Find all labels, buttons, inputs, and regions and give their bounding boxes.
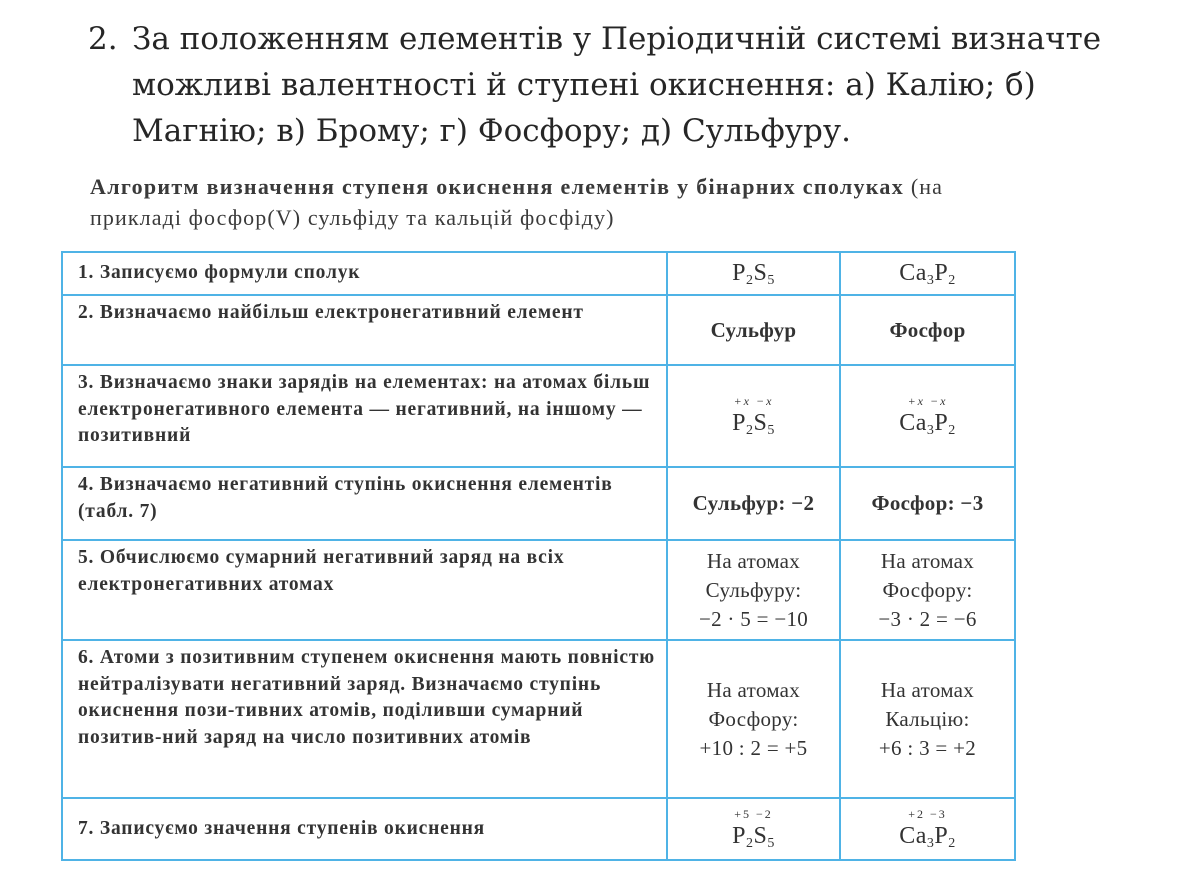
- value-line: Сульфуру:: [705, 577, 802, 602]
- algorithm-table: [61, 251, 1016, 861]
- value-cell: Фосфор: −3: [840, 467, 1015, 540]
- table-row: [62, 798, 1015, 860]
- table-row: [62, 252, 1015, 295]
- formula-cell-p2s5: [667, 252, 840, 295]
- step-cell: 3. Визначаємо знаки зарядів на елементах: на атомах більш електронегативного елемента — негативний, на іншому — позитивний: [62, 365, 667, 467]
- value-line: Фосфору:: [708, 706, 799, 731]
- step-cell: 7. Записуємо значення ступенів окиснення: [62, 798, 667, 860]
- table-row: [62, 540, 1015, 640]
- task-text: За положенням елементів у Періодичній системі визначте можливі валентності й ступені окиснення: а) Калію; б) Магнію; в) Брому; г) Фосфору; д) Сульфуру.: [132, 21, 1102, 149]
- task-statement: [88, 16, 1148, 154]
- formula-cell-charges: [840, 365, 1015, 467]
- charge-signs: +x −x: [733, 394, 774, 408]
- value-cell: [667, 640, 840, 798]
- value-line: На атомах: [706, 677, 801, 702]
- value-line: На атомах: [880, 548, 975, 573]
- step-cell: 5. Обчислюємо сумарний негативний заряд на всіх електронегативних атомах: [62, 540, 667, 640]
- caption-normal: (на прикладі фосфор(V) сульфіду та кальцій фосфіду): [90, 174, 943, 230]
- formula: $Ca_3P_2$: [899, 823, 956, 851]
- formula-cell-ca3p2: [840, 252, 1015, 295]
- formula: $Ca_3P_2$: [899, 260, 956, 288]
- value-line: −2 · 5 = −10: [698, 606, 809, 631]
- step-cell: 2. Визначаємо найбільш електронегативний елемент: [62, 295, 667, 365]
- caption-bold: Алгоритм визначення ступеня окиснення елементів у бінарних сполуках: [90, 174, 905, 199]
- formula: $P_2S_5$: [732, 410, 775, 438]
- value-cell: [840, 540, 1015, 640]
- value-line: +10 : 2 = +5: [699, 735, 808, 760]
- value-line: На атомах: [706, 548, 801, 573]
- formula-cell-charges: [840, 798, 1015, 860]
- formula-cell-charges: [667, 798, 840, 860]
- value-cell: Фосфор: [840, 295, 1015, 365]
- step-cell: 4. Визначаємо негативний ступінь окиснення елементів (табл. 7): [62, 467, 667, 540]
- formula-cell-charges: [667, 365, 840, 467]
- value-cell: Сульфур: −2: [667, 467, 840, 540]
- oxidation-states: +5 −2: [734, 807, 773, 821]
- table-row: [62, 365, 1015, 467]
- step-cell: 6. Атоми з позитивним ступенем окиснення мають повністю нейтралізувати негативний заряд. Визначаємо ступінь окиснення пози-тивних атомів, поділивши сумарний позитив-ний заряд на число позитивних атомів: [62, 640, 667, 798]
- value-cell: Сульфур: [667, 295, 840, 365]
- table-row: [62, 295, 1015, 365]
- value-line: +6 : 3 = +2: [878, 735, 977, 760]
- task-number: 2.: [88, 21, 118, 57]
- table-row: [62, 467, 1015, 540]
- value-line: На атомах: [880, 677, 975, 702]
- oxidation-states: +2 −3: [908, 807, 947, 821]
- formula: $P_2S_5$: [732, 823, 775, 851]
- value-line: Фосфору:: [882, 577, 973, 602]
- value-line: −3 · 2 = −6: [878, 606, 977, 631]
- table-caption: [90, 171, 1010, 233]
- value-line: Кальцію:: [885, 706, 970, 731]
- table-row: [62, 640, 1015, 798]
- value-cell: [667, 540, 840, 640]
- formula: $P_2S_5$: [732, 260, 775, 288]
- charge-signs: +x −x: [907, 394, 948, 408]
- formula: $Ca_3P_2$: [899, 410, 956, 438]
- step-cell: 1. Записуємо формули сполук: [62, 252, 667, 295]
- value-cell: [840, 640, 1015, 798]
